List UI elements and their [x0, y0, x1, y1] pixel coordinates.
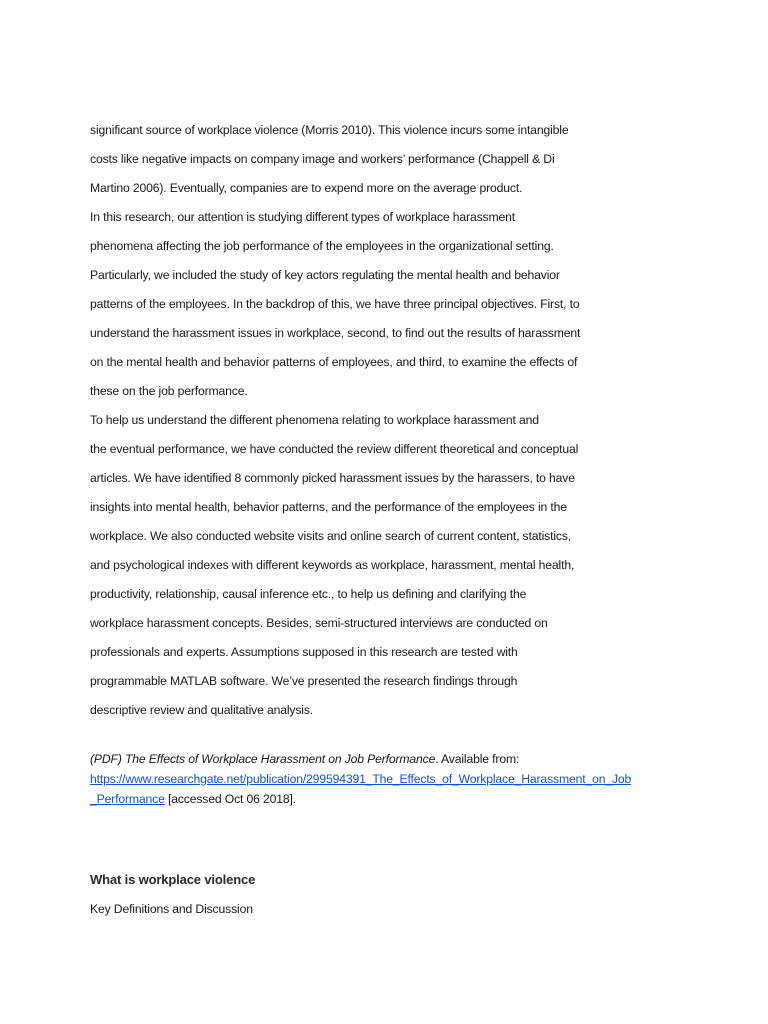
section-heading: What is workplace violence	[90, 872, 256, 887]
body-text-line: programmable MATLAB software. We’ve presented the research findings through	[90, 674, 518, 688]
body-text-line: workplace. We also conducted website visits and online search of current content, statistics,	[90, 529, 572, 543]
body-text-line: To help us understand the different phenomena relating to workplace harassment and	[90, 413, 539, 427]
citation-title: (PDF) The Effects of Workplace Harassment on Job Performance	[90, 752, 436, 766]
body-text-line: on the mental health and behavior patterns of employees, and third, to examine the effects of	[90, 355, 578, 369]
body-text-line: Martino 2006). Eventually, companies are to expend more on the average product.	[90, 181, 523, 195]
body-text-line: In this research, our attention is studying different types of workplace harassment	[90, 210, 515, 224]
body-text-line: these on the job performance.	[90, 384, 248, 398]
body-text-line: descriptive review and qualitative analysis.	[90, 703, 314, 717]
body-text-line: patterns of the employees. In the backdrop of this, we have three principal objectives. First, to	[90, 297, 580, 311]
body-text-line: the eventual performance, we have conducted the review different theoretical and conceptual	[90, 442, 579, 456]
body-text-line: significant source of workplace violence (Morris 2010). This violence incurs some intangible	[90, 123, 569, 137]
citation	[90, 749, 690, 809]
body-text-line: workplace harassment concepts. Besides, semi-structured interviews are conducted on	[90, 616, 548, 630]
citation-line-2	[90, 769, 690, 789]
body-text-line: professionals and experts. Assumptions supposed in this research are tested with	[90, 645, 518, 659]
body-text-line: insights into mental health, behavior patterns, and the performance of the employees in the	[90, 500, 567, 514]
body-text-line: phenomena affecting the job performance of the employees in the organizational setting.	[90, 239, 554, 253]
citation-link[interactable]: https://www.researchgate.net/publication/299594391_The_Effects_of_Workplace_Harassment_on_Job	[90, 772, 632, 786]
citation-accessed: [accessed Oct 06 2018].	[164, 792, 296, 806]
section-subheading: Key Definitions and Discussion	[90, 902, 253, 916]
body-text-line: understand the harassment issues in workplace, second, to find out the results of harassment	[90, 326, 581, 340]
citation-line-1	[90, 749, 690, 769]
body-text-line: articles. We have identified 8 commonly picked harassment issues by the harassers, to have	[90, 471, 575, 485]
citation-available: . Available from:	[435, 752, 520, 766]
citation-line-3	[90, 789, 690, 809]
body-text-line: productivity, relationship, causal inference etc., to help us defining and clarifying the	[90, 587, 527, 601]
citation-link-continued[interactable]: _Performance	[90, 792, 165, 806]
body-text-line: costs like negative impacts on company image and workers’ performance (Chappell & Di	[90, 152, 555, 166]
body-text-line: Particularly, we included the study of key actors regulating the mental health and behavior	[90, 268, 560, 282]
body-text-line: and psychological indexes with different keywords as workplace, harassment, mental health,	[90, 558, 575, 572]
